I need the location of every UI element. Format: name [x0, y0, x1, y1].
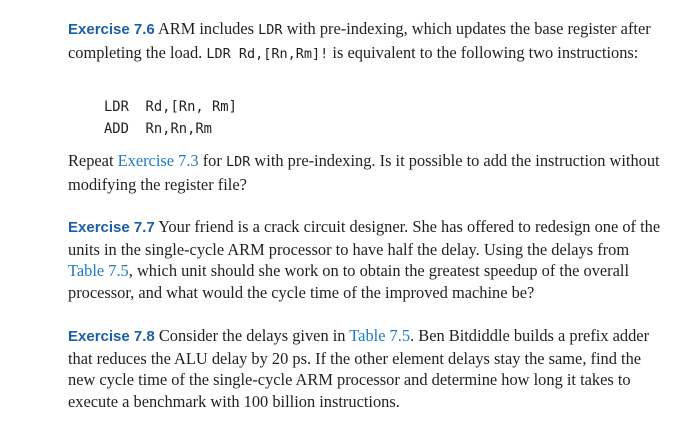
exercise-7-7-text-1: Your friend is a crack circuit designer. She has offered to redesign one of the units in the single-cycle ARM processor to have half the delay. Using the delays from [68, 217, 661, 259]
inline-code-ldr: LDR [258, 22, 283, 38]
exercise-7-7 [68, 216, 668, 303]
exercise-7-8-text-2: . Ben Bitdiddle builds a prefix adder that reduces the ALU delay by 20 ps. If the other element delays stay the same, find the new cycle time of the single-cycle ARM processor and determine how long it takes to execute a benchmark with 100 billion instructions. [68, 326, 650, 411]
table-7-5-link-2[interactable]: Table 7.5 [349, 326, 411, 345]
code-block [104, 96, 237, 140]
exercise-7-6-text-2: with pre-indexing, which updates the base register after completing the load. [68, 19, 651, 62]
exercise-7-6-text-3: is equivalent to the following two instructions: [328, 42, 639, 62]
exercise-7-8-text-1: Consider the delays given in [154, 326, 350, 345]
exercise-7-6-repeat-text-2: for [198, 151, 226, 170]
exercise-7-6-text-1: ARM includes [154, 19, 259, 38]
inline-code-ldr-preindex: LDR Rd,[Rn,Rm]! [206, 45, 329, 62]
exercise-7-6-repeat-text-3: with pre-indexing. Is it possible to add the instruction without modifying the register file? [68, 151, 660, 194]
exercise-7-6-intro [68, 18, 668, 65]
exercise-7-6-repeat-text-1: Repeat [68, 151, 118, 170]
code-line-ldr: LDR Rd,[Rn, Rm] [104, 99, 237, 115]
exercise-7-6-question [68, 150, 668, 195]
exercise-7-6-label: Exercise 7.6 [68, 21, 155, 38]
inline-code-ldr-2: LDR [225, 154, 251, 170]
exercise-7-8-label: Exercise 7.8 [68, 328, 155, 345]
exercise-7-3-link[interactable]: Exercise 7.3 [117, 151, 199, 170]
exercise-7-7-text-2: , which unit should she work on to obtain the greatest speedup of the overall processor, and what would the cycle time of the improved machine be? [68, 261, 630, 302]
exercise-7-8 [68, 325, 668, 412]
table-7-5-link[interactable]: Table 7.5 [68, 261, 129, 280]
exercise-7-7-label: Exercise 7.7 [68, 219, 155, 236]
code-line-add: ADD Rn,Rn,Rm [104, 121, 212, 137]
